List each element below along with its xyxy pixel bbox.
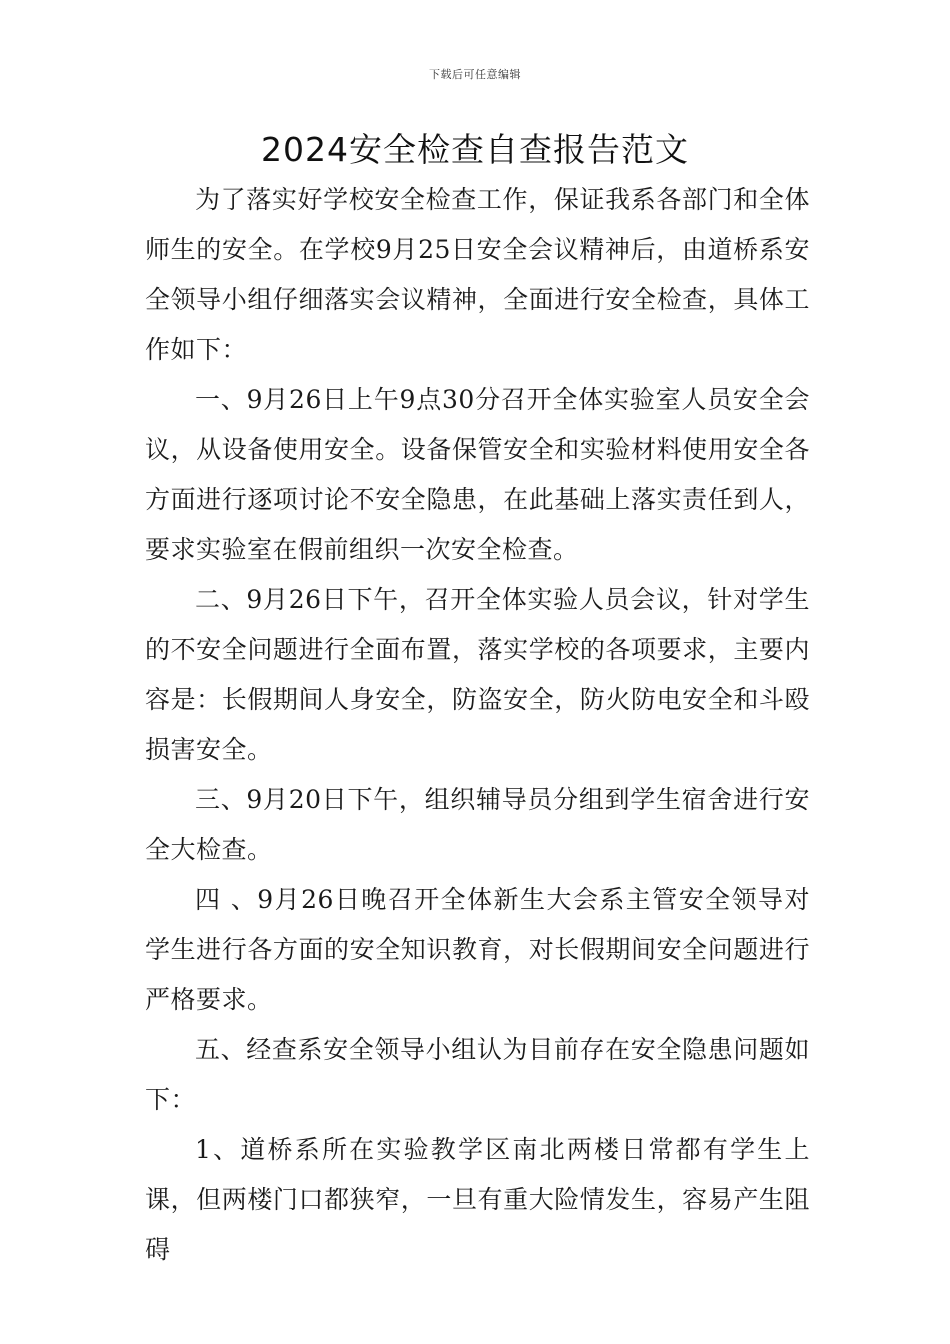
paragraph-subitem-1: 1、道桥系所在实验教学区南北两楼日常都有学生上课，但两楼门口都狭窄，一旦有重大险情发生，容易产生阻碍 <box>145 1135 810 1264</box>
document-body <box>145 175 810 1275</box>
document-title: 2024安全检查自查报告范文 <box>261 130 689 169</box>
paragraph-item-1: 一、9月26日上午9点30分召开全体实验室人员安全会议，从设备使用安全。设备保管安全和实验材料使用安全各方面进行逐项讨论不安全隐患，在此基础上落实责任到人，要求实验室在假前组织一次安全检查。 <box>145 385 810 564</box>
paragraph-item-3: 三、9月20日下午，组织辅导员分组到学生宿舍进行安全大检查。 <box>145 785 810 864</box>
paragraph-item-2: 二、9月26日下午，召开全体实验人员会议，针对学生的不安全问题进行全面布置，落实学校的各项要求，主要内容是：长假期间人身安全，防盗安全，防火防电安全和斗殴损害安全。 <box>145 585 810 764</box>
paragraph-item-5: 五、经查系安全领导小组认为目前存在安全隐患问题如下： <box>145 1035 810 1114</box>
header-note: 下载后可任意编辑 <box>429 68 521 81</box>
paragraph-intro: 为了落实好学校安全检查工作，保证我系各部门和全体师生的安全。在学校9月25日安全会议精神后，由道桥系安全领导小组仔细落实会议精神，全面进行安全检查，具体工作如下： <box>145 185 810 364</box>
paragraph-item-4: 四 、9月26日晚召开全体新生大会系主管安全领导对学生进行各方面的安全知识教育，对长假期间安全问题进行严格要求。 <box>145 885 810 1014</box>
